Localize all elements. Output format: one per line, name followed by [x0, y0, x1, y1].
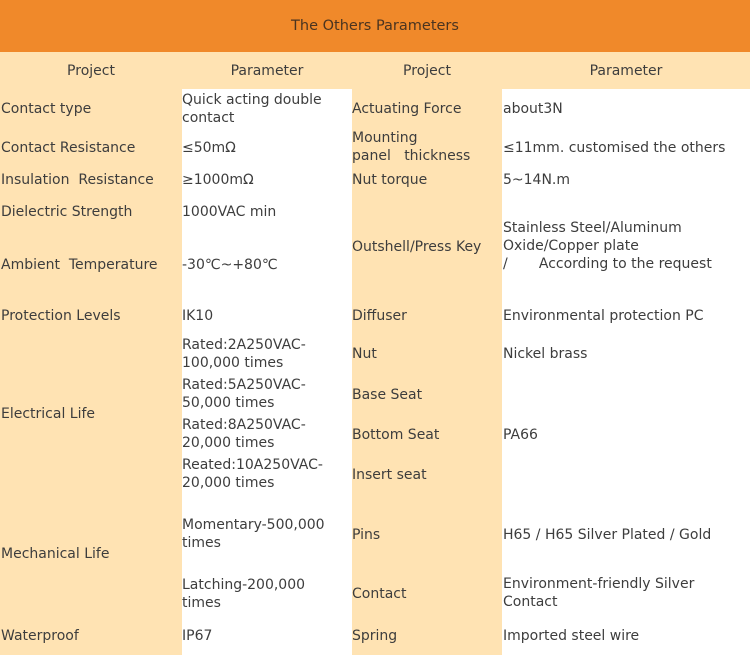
project-electrical-life: Electrical Life [1, 406, 96, 422]
project-base-seat: Base Seat [352, 387, 423, 403]
parameter-bottom-seat: PA66 [503, 427, 538, 443]
parameter-insulation-resistance: ≥1000mΩ [182, 172, 254, 188]
parameter-diffuser: Environmental protection PC [503, 308, 704, 324]
parameter-contact: Environment-friendly Silver Contact [503, 576, 695, 610]
project-contact-type: Contact type [1, 101, 92, 117]
project-dielectric-strength: Dielectric Strength [1, 204, 133, 220]
project-insert-seat: Insert seat [352, 467, 427, 483]
parameter-mechanical-life-1: Momentary-500,000 times [182, 517, 325, 551]
parameter-nut: Nickel brass [503, 346, 588, 362]
parameter-pins: H65 / H65 Silver Plated / Gold [503, 527, 712, 543]
parameter-mounting-panel-thickness: ≤11mm. customised the others [503, 140, 726, 156]
project-protection-levels: Protection Levels [1, 308, 121, 324]
header-parameter-right: Parameter [589, 62, 663, 79]
header-project-left: Project [67, 62, 115, 79]
project-contact: Contact [352, 586, 407, 602]
project-actuating-force: Actuating Force [352, 101, 462, 117]
parameter-ambient-temperature: -30℃~+80℃ [182, 257, 278, 273]
parameter-electrical-life-2: Rated:5A250VAC- 50,000 times [182, 377, 306, 411]
project-nut-torque: Nut torque [352, 172, 428, 188]
parameter-outshell-press-key: Stainless Steel/Aluminum Oxide/Copper plate / According to the request [503, 220, 712, 272]
project-spring: Spring [352, 628, 398, 644]
parameter-dielectric-strength: 1000VAC min [182, 204, 277, 220]
parameter-electrical-life-1: Rated:2A250VAC- 100,000 times [182, 337, 306, 371]
parameter-actuating-force: about3N [503, 101, 563, 117]
project-mechanical-life: Mechanical Life [1, 546, 110, 562]
project-waterproof: Waterproof [1, 628, 79, 644]
project-outshell-press-key: Outshell/Press Key [352, 239, 482, 255]
parameter-electrical-life-3: Rated:8A250VAC- 20,000 times [182, 417, 306, 451]
parameter-protection-levels: IK10 [182, 308, 214, 324]
parameter-nut-torque: 5~14N.m [503, 172, 571, 188]
project-pins: Pins [352, 527, 381, 543]
parameter-waterproof: IP67 [182, 628, 213, 644]
project-bottom-seat: Bottom Seat [352, 427, 440, 443]
header-project-right: Project [403, 62, 451, 79]
project-ambient-temperature: Ambient Temperature [1, 257, 158, 273]
project-diffuser: Diffuser [352, 308, 407, 324]
project-insulation-resistance: Insulation Resistance [1, 172, 154, 188]
project-nut: Nut [352, 346, 377, 362]
parameter-contact-type: Quick acting double contact [182, 92, 322, 126]
parameter-contact-resistance: ≤50mΩ [182, 140, 236, 156]
project-mounting-panel-thickness: Mounting panel thickness [352, 130, 471, 164]
header-parameter-left: Parameter [230, 62, 304, 79]
parameter-electrical-life-4: Reated:10A250VAC- 20,000 times [182, 457, 323, 491]
table-title: The Others Parameters [0, 0, 750, 52]
parameter-spring: Imported steel wire [503, 628, 640, 644]
project-contact-resistance: Contact Resistance [1, 140, 136, 156]
parameter-mechanical-life-2: Latching-200,000 times [182, 577, 306, 611]
